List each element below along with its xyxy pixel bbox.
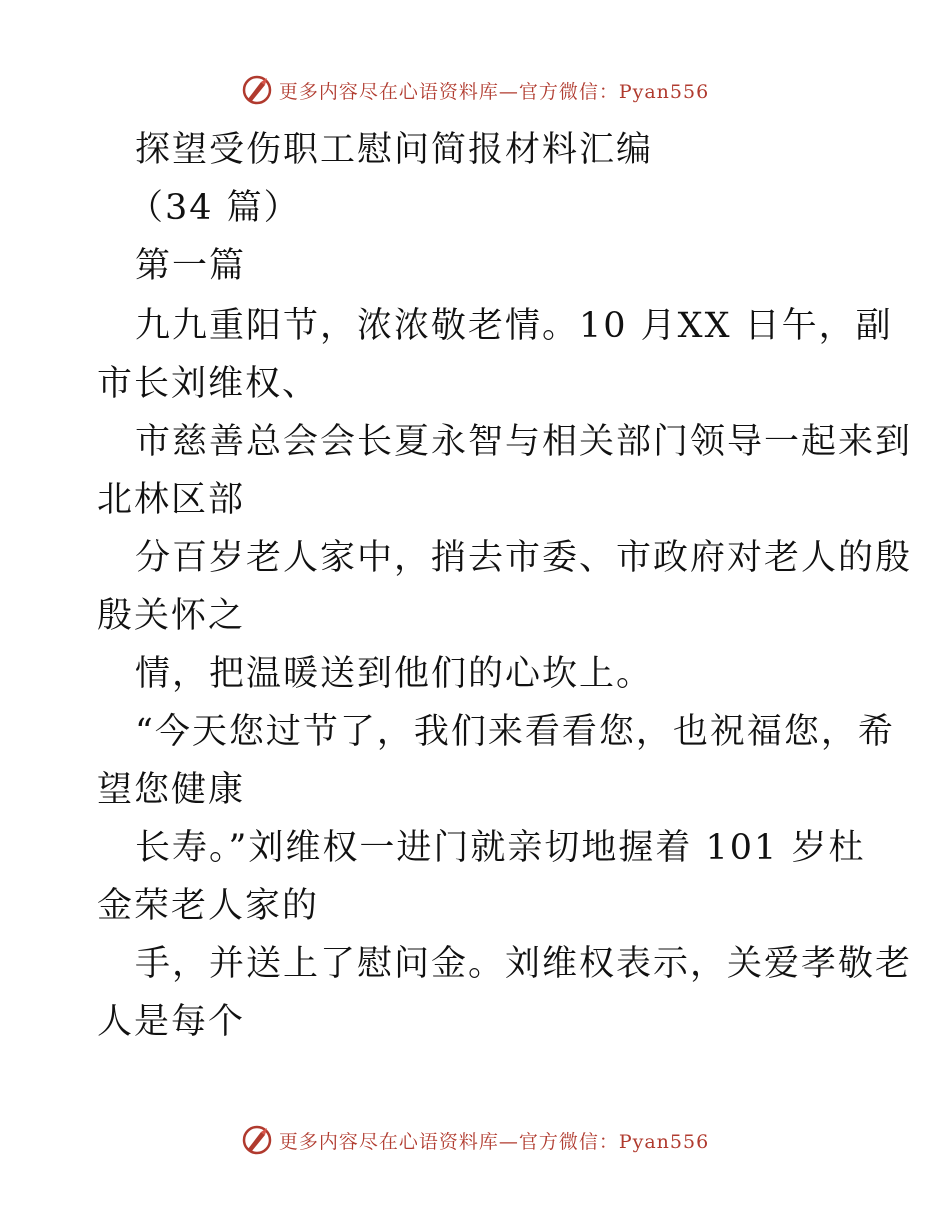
article-count: （34 篇） <box>128 188 301 228</box>
paragraph-line: 市长刘维权、 <box>97 364 320 404</box>
paragraph-line: 分百岁老人家中，捎去市委、市政府对老人的殷 <box>135 538 913 578</box>
paragraph-line: 人是每个 <box>97 1002 246 1042</box>
paragraph-line: 金荣老人家的 <box>97 886 320 926</box>
quill-pen-icon <box>241 1124 273 1156</box>
watermark-text: 更多内容尽在心语资料库—官方微信：Pyan556 <box>278 80 710 103</box>
paragraph-line: 九九重阳节，浓浓敬老情。10 月XX 日午，副 <box>135 306 893 346</box>
paragraph-line: 望您健康 <box>97 770 246 810</box>
paragraph-line: “今天您过节了，我们来看看您，也祝福您，希 <box>135 712 895 752</box>
section-heading: 第一篇 <box>135 246 247 286</box>
paragraph-line: 殷关怀之 <box>97 596 246 636</box>
document-title: 探望受伤职工慰问简报材料汇编 <box>135 130 654 170</box>
paragraph-line: 情，把温暖送到他们的心坎上。 <box>135 654 654 694</box>
paragraph-line: 手，并送上了慰问金。刘维权表示，关爱孝敬老 <box>135 944 913 984</box>
quill-pen-icon <box>241 74 273 106</box>
paragraph-line: 长寿。”刘维权一进门就亲切地握着 101 岁杜 <box>135 828 866 868</box>
header-watermark <box>0 70 950 110</box>
paragraph-line: 市慈善总会会长夏永智与相关部门领导一起来到 <box>135 422 913 462</box>
footer-watermark <box>0 1120 950 1160</box>
paragraph-line: 北林区部 <box>97 480 246 520</box>
watermark-text: 更多内容尽在心语资料库—官方微信：Pyan556 <box>278 1130 710 1153</box>
